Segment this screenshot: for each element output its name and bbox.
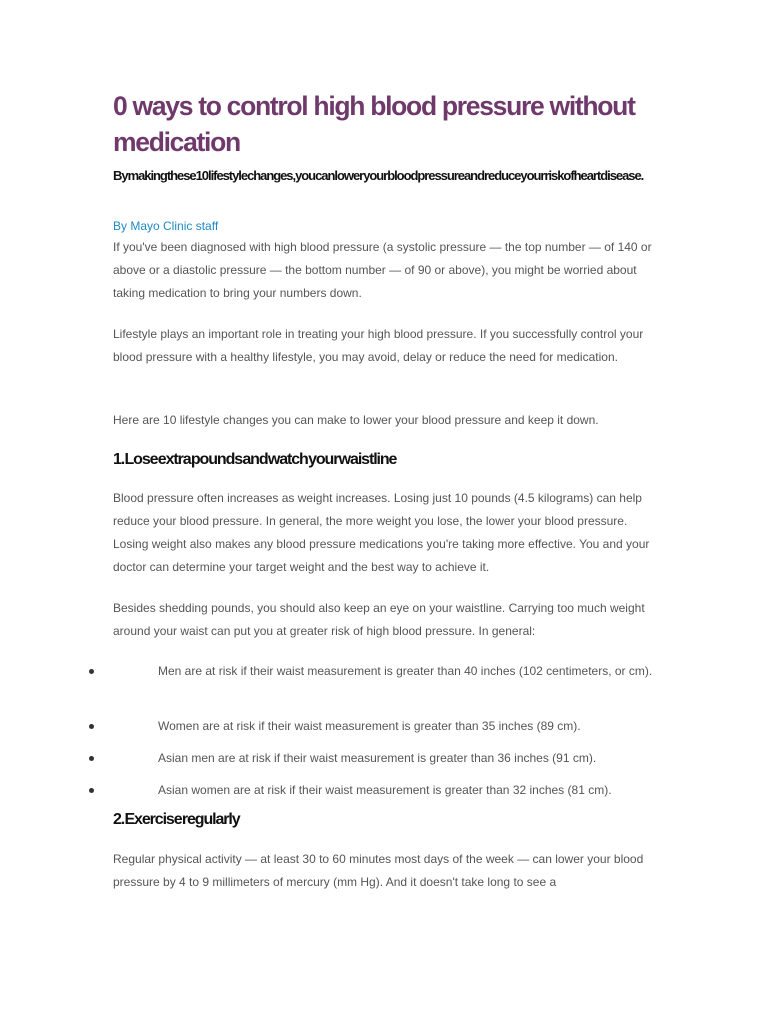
bullet-icon	[89, 724, 94, 729]
section-1-heading: 1. Lose extra pounds and watch your waistline	[113, 451, 397, 468]
section-1-paragraph-1: Blood pressure often increases as weight increases. Losing just 10 pounds (4.5 kilograms) can help reduce your blood pressure. In general, the more weight you lose, the lower your blood pressure. Losing weight also makes any blood pressure medications you're taking more effective. You and your doctor can determine your target weight and the best way to achieve it.	[113, 491, 650, 574]
list-item	[113, 715, 663, 738]
bullet-icon	[89, 669, 94, 674]
bullet-icon	[89, 756, 94, 761]
list-item-text: Men are at risk if their waist measurement is greater than 40 inches (102 centimeters, or cm).	[158, 664, 653, 678]
bullet-icon	[89, 788, 94, 793]
list-item	[113, 747, 663, 770]
list-item-text: Asian women are at risk if their waist measurement is greater than 32 inches (81 cm).	[158, 783, 612, 797]
article-byline[interactable]: By Mayo Clinic staff	[113, 219, 219, 233]
intro-paragraph-1: If you've been diagnosed with high blood pressure (a systolic pressure — the top number — of 140 or above or a diastolic pressure — the bottom number — of 90 or above), you might be worried about taking medication to bring your numbers down.	[113, 240, 652, 300]
section-2-paragraph-1: Regular physical activity — at least 30 to 60 minutes most days of the week — can lower your blood pressure by 4 to 9 millimeters of mercury (mm Hg). And it doesn't take long to see a	[113, 852, 644, 889]
list-item	[113, 660, 663, 683]
section-1-paragraph-2: Besides shedding pounds, you should also keep an eye on your waistline. Carrying too much weight around your waist can put you at greater risk of high blood pressure. In general:	[113, 601, 645, 638]
section-2-heading: 2. Exercise regularly	[113, 811, 240, 828]
article-subtitle: By making these 10 lifestyle changes, you can lower your blood pressure and reduce your risk of heart disease.	[113, 168, 644, 183]
intro-paragraph-2: Lifestyle plays an important role in treating your high blood pressure. If you successfully control your blood pressure with a healthy lifestyle, you may avoid, delay or reduce the need for medication.	[113, 327, 644, 364]
list-item-text: Women are at risk if their waist measurement is greater than 35 inches (89 cm).	[158, 719, 581, 733]
article-title: 0 ways to control high blood pressure without medication	[113, 91, 635, 157]
list-item-text: Asian men are at risk if their waist measurement is greater than 36 inches (91 cm).	[158, 751, 597, 765]
intro-paragraph-3: Here are 10 lifestyle changes you can make to lower your blood pressure and keep it down.	[113, 413, 599, 427]
list-item	[113, 779, 663, 802]
